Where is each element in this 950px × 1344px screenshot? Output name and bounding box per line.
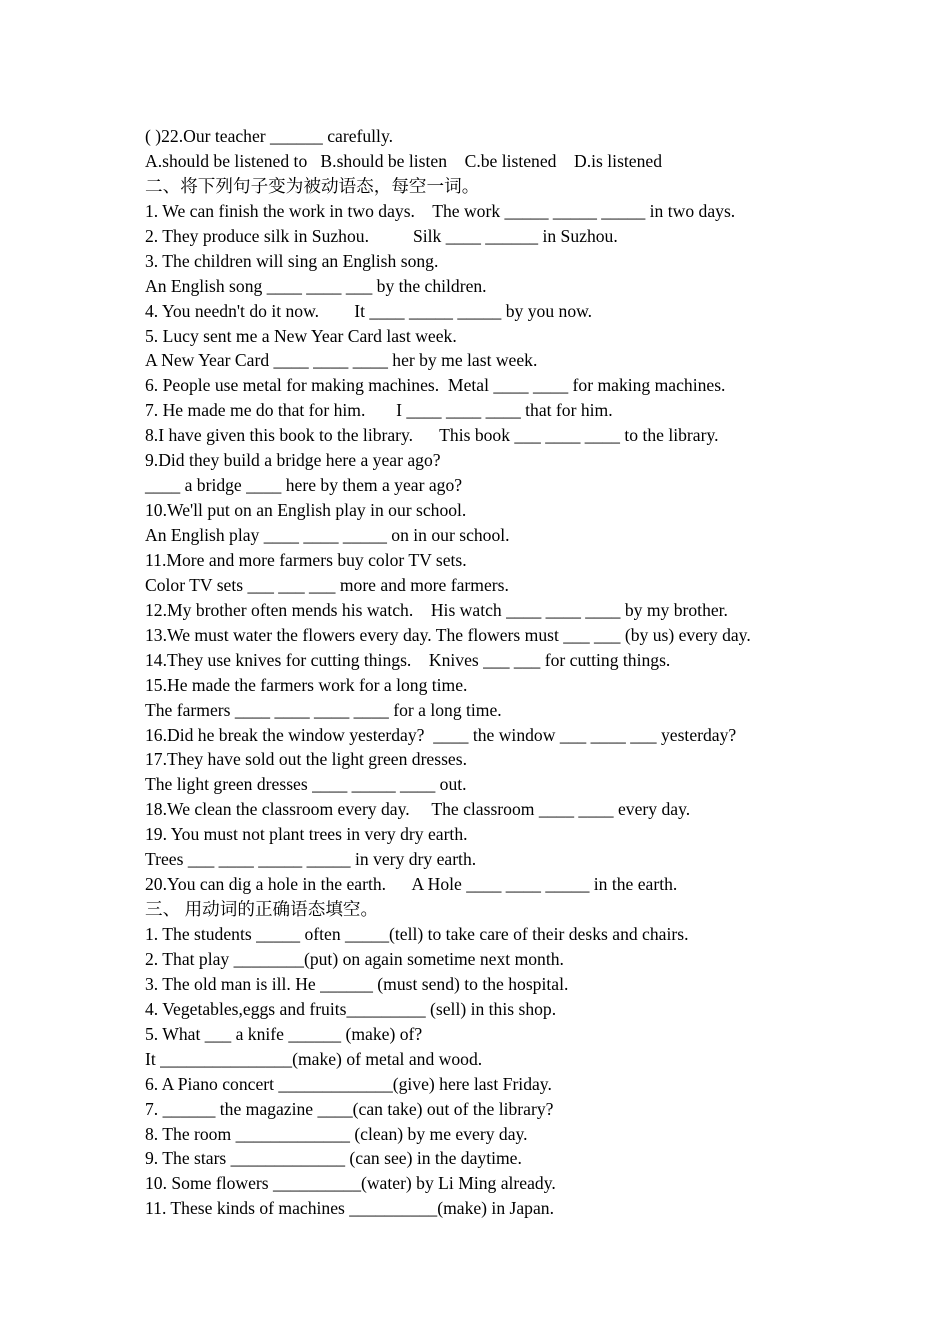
fill-1: 1. The students _____ often _____(tell) to take care of their desks and chairs.: [145, 924, 689, 944]
fill-5: 5. What ___ a knife ______ (make) of?: [145, 1023, 423, 1044]
item-17: 17.They have sold out the light green dresses.: [145, 749, 467, 770]
fill-5-answer: It _______________(make) of metal and wood.: [145, 1048, 483, 1069]
fill-3: 3. The old man is ill. He ______ (must send) to the hospital.: [145, 973, 569, 994]
item-7: 7. He made me do that for him. I ____ ____ ____ that for him.: [145, 400, 613, 421]
fill-2: 2. That play ________(put) on again sometime next month.: [145, 948, 564, 969]
item-4: 4. You needn't do it now. It ____ _____ _____ by you now.: [145, 300, 593, 321]
item-19-answer: Trees ___ ____ _____ _____ in very dry earth.: [145, 849, 477, 870]
fill-4: 4. Vegetables,eggs and fruits_________ (sell) in this shop.: [145, 998, 557, 1019]
item-10-answer: An English play ____ ____ _____ on in our school.: [145, 525, 510, 545]
fill-11: 11. These kinds of machines __________(make) in Japan.: [145, 1198, 554, 1219]
fill-10: 10. Some flowers __________(water) by Li Ming already.: [145, 1173, 556, 1194]
item-9-answer: ____ a bridge ____ here by them a year ago?: [145, 475, 463, 496]
fill-8: 8. The room _____________ (clean) by me every day.: [145, 1123, 528, 1144]
item-3: 3. The children will sing an English song.: [145, 250, 439, 271]
question-22: ( )22.Our teacher ______ carefully.: [145, 126, 393, 146]
item-11: 11.More and more farmers buy color TV sets.: [145, 549, 467, 570]
item-10: 10.We'll put on an English play in our school.: [145, 500, 467, 521]
section-3-heading: 三、 用动词的正确语态填空。: [145, 899, 379, 920]
item-6: 6. People use metal for making machines. Metal ____ ____ for making machines.: [145, 375, 726, 396]
exercise-text: [145, 124, 845, 1221]
item-19: 19. You must not plant trees in very dry earth.: [145, 824, 468, 845]
item-20: 20.You can dig a hole in the earth. A Hole ____ ____ _____ in the earth.: [145, 874, 678, 895]
item-9: 9.Did they build a bridge here a year ago?: [145, 450, 441, 471]
item-15-answer: The farmers ____ ____ ____ ____ for a long time.: [145, 699, 502, 720]
item-13: 13.We must water the flowers every day. The flowers must ___ ___ (by us) every day.: [145, 624, 751, 645]
item-3-answer: An English song ____ ____ ___ by the children.: [145, 275, 487, 296]
item-5-answer: A New Year Card ____ ____ ____ her by me last week.: [145, 350, 538, 371]
item-11-answer: Color TV sets ___ ___ ___ more and more farmers.: [145, 574, 509, 595]
item-8: 8.I have given this book to the library. This book ___ ____ ____ to the library.: [145, 425, 719, 446]
item-18: 18.We clean the classroom every day. The classroom ____ ____ every day.: [145, 799, 691, 820]
item-17-answer: The light green dresses ____ _____ ____ out.: [145, 774, 467, 795]
item-12: 12.My brother often mends his watch. His watch ____ ____ ____ by my brother.: [145, 599, 728, 620]
fill-7: 7. ______ the magazine ____(can take) out of the library?: [145, 1098, 554, 1119]
section-2-heading: 二、将下列句子变为被动语态，每空一词。: [145, 175, 480, 196]
fill-6: 6. A Piano concert _____________(give) here last Friday.: [145, 1073, 552, 1094]
item-15: 15.He made the farmers work for a long time.: [145, 674, 468, 695]
question-22-options: A.should be listened to B.should be listen C.be listened D.is listened: [145, 150, 663, 171]
item-2: 2. They produce silk in Suzhou. Silk ____ ______ in Suzhou.: [145, 225, 618, 246]
item-14: 14.They use knives for cutting things. Knives ___ ___ for cutting things.: [145, 649, 671, 670]
item-5: 5. Lucy sent me a New Year Card last week.: [145, 325, 457, 346]
item-16: 16.Did he break the window yesterday? ____ the window ___ ____ ___ yesterday?: [145, 724, 737, 745]
fill-9: 9. The stars _____________ (can see) in the daytime.: [145, 1148, 522, 1169]
item-1: 1. We can finish the work in two days. The work _____ _____ _____ in two days.: [145, 200, 736, 221]
